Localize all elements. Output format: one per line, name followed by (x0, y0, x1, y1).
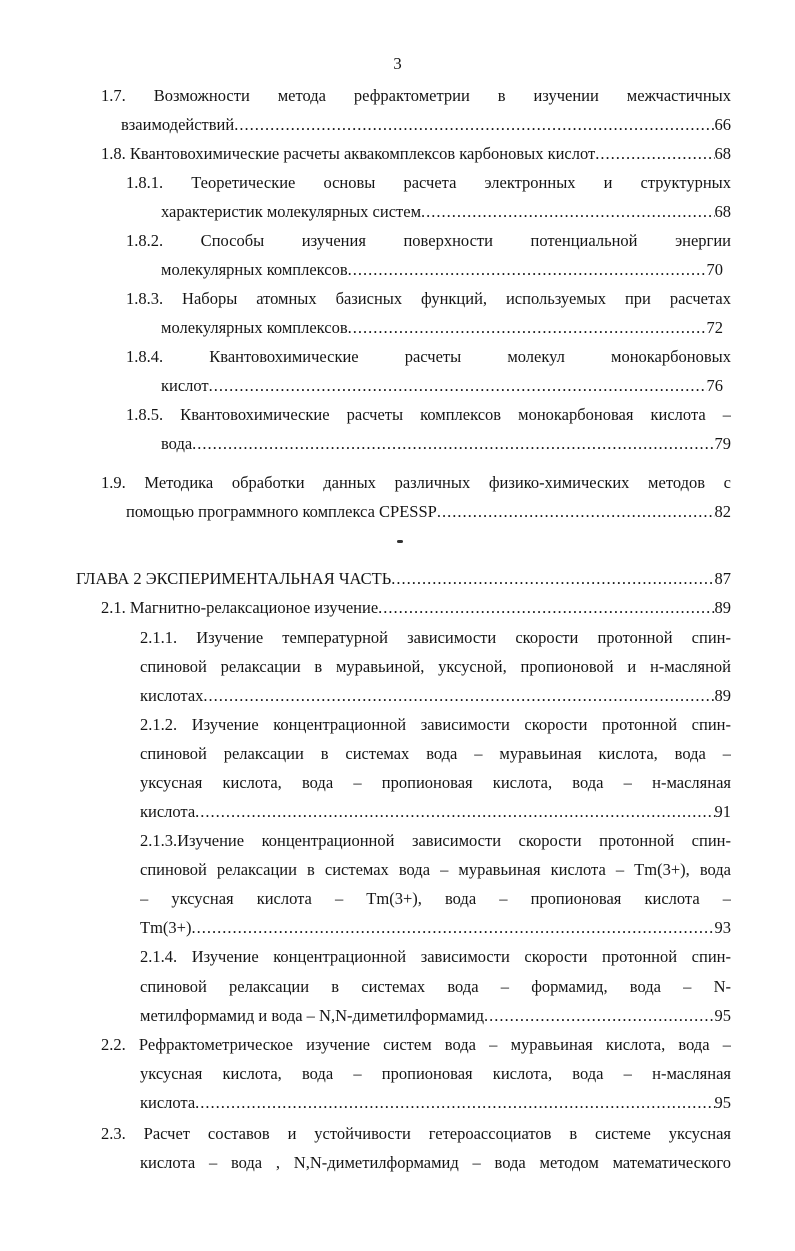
toc-1-7-line-2: взаимодействий (121, 115, 235, 134)
toc-1-8-1-line-1: 1.8.1. Теоретические основы расчета электронных и структурных (126, 173, 731, 192)
toc-1-8-3-line-1: 1.8.3. Наборы атомных базисных функций, используемых при расчетах (126, 289, 731, 308)
toc-2-1-4-line-2: спиновой релаксации в системах вода – формамид, вода – N- (140, 977, 731, 996)
toc-entry-1-8-2[interactable] (161, 257, 723, 283)
page-number: 3 (393, 54, 402, 73)
toc-2-1-3-line-3: – уксусная кислота – Tm(3+), вода – пропионовая кислота – (140, 889, 731, 908)
toc-1-8-4-page: 76 (706, 376, 723, 395)
toc-entry-1-8-4[interactable] (161, 373, 723, 399)
toc-2-3-line-1: 2.3. Расчет составов и устойчивости гетероассоциатов в системе уксусная (101, 1124, 731, 1143)
toc-chapter-2-page: 87 (714, 569, 731, 588)
toc-2-1-4-line-1: 2.1.4. Изучение концентрационной зависимости скорости протонной спин- (140, 947, 731, 966)
toc-2-1-1-page: 89 (714, 686, 731, 705)
leader-dots (484, 1003, 714, 1029)
toc-2-1-1-line-3: кислотах (140, 686, 204, 705)
toc-2-1-2-line-2: спиновой релаксации в системах вода – муравьиная кислота, вода – (140, 744, 731, 763)
toc-entry-2-1-4[interactable] (140, 1003, 731, 1029)
toc-entry-2-1-2[interactable] (140, 799, 731, 825)
toc-2-1-2-line-3: уксусная кислота, вода – пропионовая кислота, вода – н-масляная (140, 773, 731, 792)
leader-dots (234, 112, 714, 138)
toc-2-1-2-line-4: кислота (140, 802, 196, 821)
leader-dots (191, 915, 714, 941)
toc-1-8-5-page: 79 (714, 434, 731, 453)
leader-dots (391, 566, 714, 592)
toc-entry-2-1[interactable] (101, 595, 731, 621)
leader-dots (378, 595, 714, 621)
toc-2-1-title: 2.1. Магнитно-релаксационое изучение (101, 598, 379, 617)
toc-2-1-page: 89 (714, 598, 731, 617)
toc-1-8-3-page: 72 (706, 318, 723, 337)
leader-dots (421, 199, 714, 225)
toc-entry-1-9[interactable] (126, 499, 731, 525)
toc-1-8-4-line-1: 1.8.4. Квантовохимические расчеты молекул монокарбоновых (126, 347, 731, 366)
toc-1-8-2-line-1: 1.8.2. Способы изучения поверхности потенциальной энергии (126, 231, 731, 250)
toc-entry-chapter-2[interactable] (76, 566, 731, 592)
toc-2-2-line-3: кислота (140, 1093, 196, 1112)
toc-1-9-page: 82 (714, 502, 731, 521)
toc-chapter-2-title: ГЛАВА 2 ЭКСПЕРИМЕНТАЛЬНАЯ ЧАСТЬ (76, 569, 392, 588)
toc-2-3-line-2: кислота – вода , N,N-диметилформамид – вода методом математического (140, 1153, 731, 1172)
toc-2-2-line-1: 2.2. Рефрактометрическое изучение систем вода – муравьиная кислота, вода – (101, 1035, 731, 1054)
toc-1-8-5-line-2: вода (161, 434, 193, 453)
toc-2-1-2-page: 91 (714, 802, 731, 821)
toc-1-8-4-line-2: кислот (161, 376, 209, 395)
toc-2-1-3-line-1: 2.1.3.Изучение концентрационной зависимости скорости протонной спин- (140, 831, 731, 850)
toc-1-8-2-line-2: молекулярных комплексов (161, 260, 348, 279)
toc-1-8-title: 1.8. Квантовохимические расчеты аквакомплексов карбоновых кислот (101, 144, 596, 163)
toc-entry-1-8[interactable] (101, 141, 731, 167)
toc-1-7-line-1: 1.7. Возможности метода рефрактометрии в изучении межчастичных (101, 86, 731, 105)
toc-1-8-1-page: 68 (714, 202, 731, 221)
leader-dots (209, 373, 707, 399)
toc-2-1-3-page: 93 (714, 918, 731, 937)
toc-1-9-line-2: помощью программного комплекса CPESSP (126, 502, 437, 521)
leader-dots (437, 499, 715, 525)
toc-1-8-3-line-2: молекулярных комплексов (161, 318, 348, 337)
toc-entry-1-8-3[interactable] (161, 315, 723, 341)
toc-1-9-line-1: 1.9. Методика обработки данных различных физико-химических методов с (101, 473, 731, 492)
toc-1-7-page: 66 (714, 115, 731, 134)
toc-entry-2-1-3[interactable] (140, 915, 731, 941)
toc-2-1-4-line-3: метилформамид и вода – N,N-диметилформамид (140, 1006, 485, 1025)
stray-mark (397, 540, 403, 543)
leader-dots (348, 257, 707, 283)
toc-1-8-5-line-1: 1.8.5. Квантовохимические расчеты комплексов монокарбоновая кислота – (126, 405, 731, 424)
toc-2-1-2-line-1: 2.1.2. Изучение концентрационной зависимости скорости протонной спин- (140, 715, 731, 734)
toc-1-8-page: 68 (714, 144, 731, 163)
leader-dots (192, 431, 714, 457)
toc-entry-2-1-1[interactable] (140, 683, 731, 709)
leader-dots (195, 799, 714, 825)
toc-2-1-1-line-1: 2.1.1. Изучение температурной зависимости скорости протонной спин- (140, 628, 731, 647)
toc-1-8-2-page: 70 (706, 260, 723, 279)
leader-dots (195, 1090, 714, 1116)
toc-2-2-line-2: уксусная кислота, вода – пропионовая кислота, вода – н-масляная (140, 1064, 731, 1083)
toc-2-1-3-line-2: спиновой релаксации в системах вода – муравьиная кислота – Tm(3+), вода (140, 860, 731, 879)
toc-2-1-1-line-2: спиновой релаксации в муравьиной, уксусной, пропионовой и н-масляной (140, 657, 731, 676)
leader-dots (203, 683, 714, 709)
toc-2-1-3-line-4: Tm(3+) (140, 918, 192, 937)
toc-entry-1-8-1[interactable] (161, 199, 731, 225)
leader-dots (595, 141, 714, 167)
toc-entry-2-2[interactable] (140, 1090, 731, 1116)
toc-entry-1-8-5[interactable] (161, 431, 731, 457)
leader-dots (348, 315, 707, 341)
toc-1-8-1-line-2: характеристик молекулярных систем (161, 202, 422, 221)
toc-2-2-page: 95 (714, 1093, 731, 1112)
toc-2-1-4-page: 95 (714, 1006, 731, 1025)
toc-entry-1-7[interactable] (121, 112, 731, 138)
